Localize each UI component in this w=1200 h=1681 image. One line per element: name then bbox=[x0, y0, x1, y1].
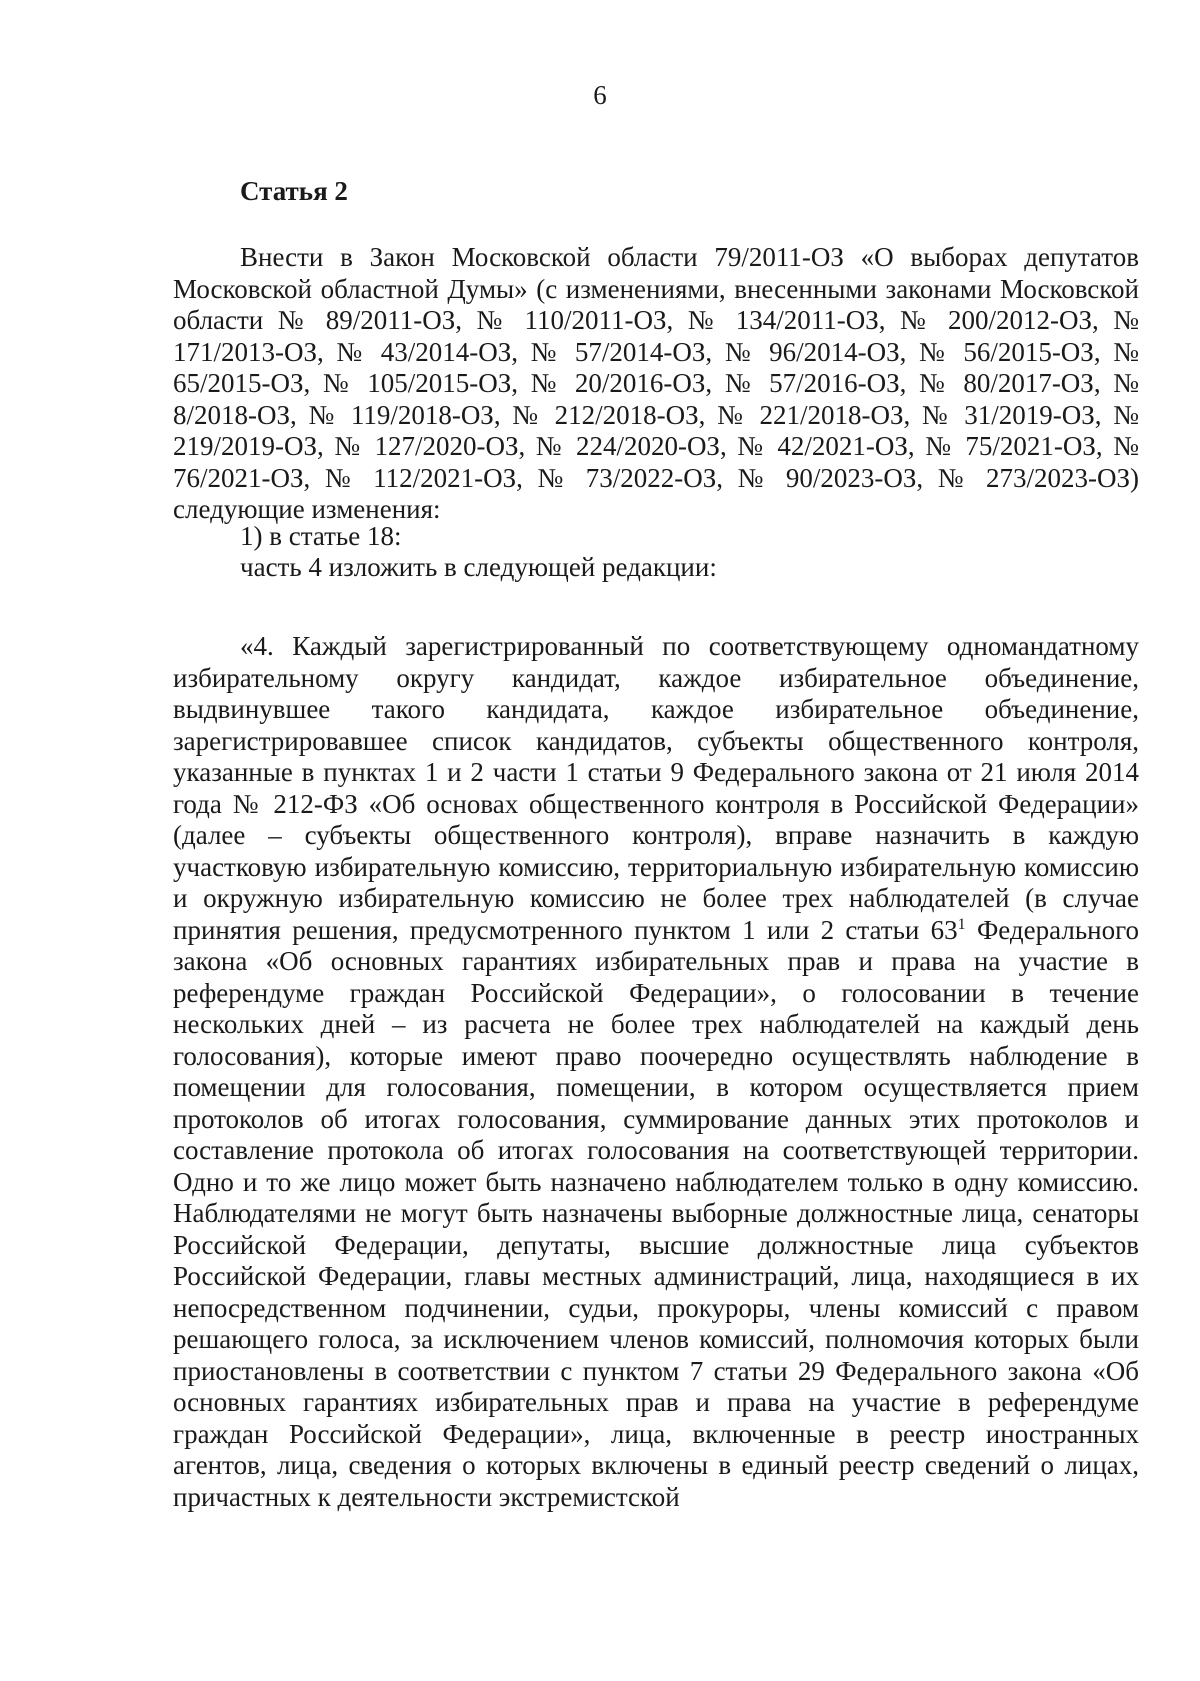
article-heading: Статья 2 bbox=[240, 176, 348, 206]
item-1: 1) в статье 18: bbox=[240, 521, 402, 551]
intro-paragraph: Внести в Закон Московской области 79/2011-ОЗ «О выборах депутатов Московской областной Думы» (с изменениями, внесенными законами Московской области № 89/2011-ОЗ, № 110/2011-ОЗ, № 134/2011-ОЗ, № 200/2012-ОЗ, № 171/2013-ОЗ, № 43/2014-ОЗ, № 57/2014-ОЗ, № 96/2014-ОЗ, № 56/2015-ОЗ, № 65/2015-ОЗ, № 105/2015-ОЗ, № 20/2016-ОЗ, № 57/2016-ОЗ, № 80/2017-ОЗ, № 8/2018-ОЗ, № 119/2018-ОЗ, № 212/2018-ОЗ, № 221/2018-ОЗ, № 31/2019-ОЗ, № 219/2019-ОЗ, № 127/2020-ОЗ, № 224/2020-ОЗ, № 42/2021-ОЗ, № 75/2021-ОЗ, № 76/2021-ОЗ, № 112/2021-ОЗ, № 73/2022-ОЗ, № 90/2023-ОЗ, № 273/2023-ОЗ) следующие изменения: bbox=[173, 242, 1139, 524]
page-number: 6 bbox=[593, 80, 607, 110]
superscript-index: 1 bbox=[957, 915, 966, 933]
quoted-text-part1: «4. Каждый зарегистрированный по соответствующему одномандатному избирательному округу кандидат, каждое избирательное объединение, выдвинувшее такого кандидата, каждое избирательное объединение, зарегистрировавшее список кандидатов, субъекты общественного контроля, указанные в пунктах 1 и 2 части 1 статьи 9 Федерального закона от 21 июля 2014 года № 212-ФЗ «Об основах общественного контроля в Российской Федерации» (далее – субъекты общественного контроля), вправе назначить в каждую участковую избирательную комиссию, территориальную избирательную комиссию и окружную избирательную комиссию не более трех наблюдателей (в случае принятия решения, предусмотренного пунктом 1 или 2 статьи 63 bbox=[173, 631, 1139, 945]
quoted-text-part2: Федерального закона «Об основных гарантиях избирательных прав и права на участие в референдуме граждан Российской Федерации», о голосовании в течение нескольких дней – из расчета не более трех наблюдателей на каждый день голосования), которые имеют право поочередно осуществлять наблюдение в помещении для голосования, помещении, в котором осуществляется прием протоколов об итогах голосования, суммирование данных этих протоколов и составление протокола об итогах голосования на соответствующей территории. Одно и то же лицо может быть назначено наблюдателем только в одну комиссию. Наблюдателями не могут быть назначены выборные должностные лица, сенаторы Российской Федерации, депутаты, высшие должностные лица субъектов Российской Федерации, главы местных администраций, лица, находящиеся в их непосредственном подчинении, судьи, прокуроры, члены комиссий с правом решающего голоса, за исключением членов комиссий, полномочия которых были приостановлены в соответствии с пунктом 7 статьи 29 Федерального закона «Об основных гарантиях избирательных прав и права на участие в референдуме граждан Российской Федерации», лица, включенные в реестр иностранных агентов, лица, сведения о которых включены в единый реестр сведений о лицах, причастных к деятельности экстремистской bbox=[173, 914, 1139, 1512]
item-1-instruction: часть 4 изложить в следующей редакции: bbox=[240, 552, 717, 582]
quoted-article-text bbox=[173, 631, 1139, 1513]
